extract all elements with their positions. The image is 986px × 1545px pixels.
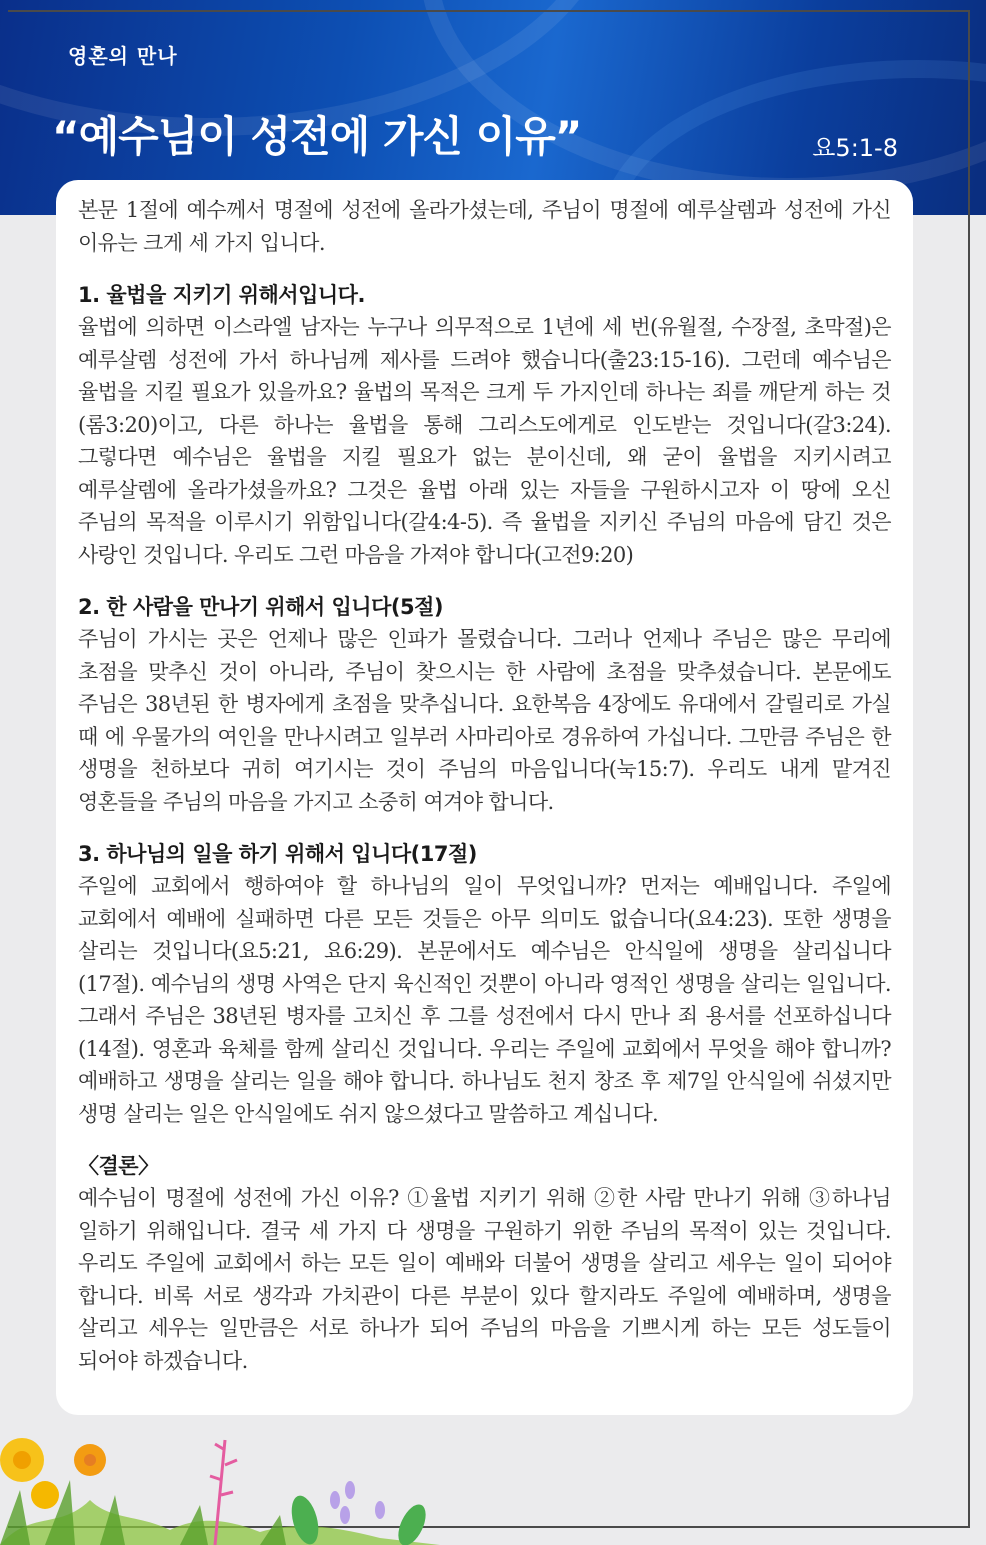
section-label: 영혼의 만나 xyxy=(68,44,178,68)
point-body: 주님이 가시는 곳은 언제나 많은 인파가 몰렸습니다. 그러나 언제나 주님은 많은 무리에 초점을 맞추신 것이 아니라, 주님이 찾으시는 한 사람에 초점을 맞추셨습니다. 본문에도 주님은 38년된 한 병자에게 초점을 맞추십니다. 요한복음 4장에도 유대에서 갈릴리로 가실 때 에 우물가의 여인을 만나시려고 일부러 사마리아로 경유하여 가십니다. 그만큼 주님은 한 생명을 천하보다 귀히 여기시는 것이 주님의 마음입니다(눅15:7). 우리도 내게 맡겨진 영혼들을 주님의 마음을 가지고 소중히 여겨야 합니다. xyxy=(78,627,891,814)
conclusion-heading: 〈결론〉 xyxy=(78,1154,159,1178)
purple-flower-icon xyxy=(330,1481,385,1524)
orange-flower-icon xyxy=(74,1444,106,1476)
sermon-title: “예수님이 성전에 가신 이유” xyxy=(52,112,582,161)
point-section xyxy=(78,279,891,571)
intro-paragraph: 본문 1절에 예수께서 명절에 성전에 올라가셨는데, 주님이 명절에 예루살렘과 성전에 가신 이유는 크게 세 가지 입니다. xyxy=(78,198,891,255)
point-body: 율법에 의하면 이스라엘 남자는 누구나 의무적으로 1년에 세 번(유월절, 수장절, 초막절)은 예루살렘 성전에 가서 하나님께 제사를 드려야 했습니다(출23:15-16). 그런데 예수님은 율법을 지킬 필요가 있을까요? 율법의 목적은 크게 두 가지인데 하나는 죄를 깨닫게 하는 것(롬3:20)이고, 다른 하나는 율법을 통해 그리스도에게로 인도받는 것입니다(갈3:24). 그렇다면 예수님은 율법을 지킬 필요가 없는 분이신데, 왜 굳이 율법을 지키시려고 예루살렘에 올라가셨을까요? 그것은 율법 아래 있는 자들을 구원하시고자 이 땅에 오신 주님의 목적을 이루시기 위함입니다(갈4:4-5). 즉 율법을 지키신 주님의 마음에 담긴 것은 사랑인 것입니다. 우리도 그런 마음을 가져야 합니다(고전9:20) xyxy=(78,315,891,567)
point-heading: 1. 율법을 지키기 위해서입니다. xyxy=(78,283,365,307)
content-card xyxy=(56,180,913,1415)
point-heading: 2. 한 사람을 만나기 위해서 입니다(5절) xyxy=(78,595,443,619)
point-body: 주일에 교회에서 행하여야 할 하나님의 일이 무엇입니까? 먼저는 예배입니다. 주일에 교회에서 예배에 실패하면 다른 모든 것들은 아무 의미도 없습니다(요4:23). 또한 생명을 살리는 것입니다(요5:21, 요6:29). 본문에서도 예수님은 안식일에 생명을 살리십니다(17절). 예수님의 생명 사역은 단지 육신적인 것뿐이 아니라 영적인 생명을 살리는 일입니다. 그래서 주님은 38년된 병자를 고치신 후 그를 성전에서 다시 만나 죄 용서를 선포하십니다(14절). 영혼과 육체를 함께 살리신 것입니다. 우리는 주일에 교회에서 무엇을 해야 합니까? 예배하고 생명을 살리는 일을 해야 합니다. 하나님도 천지 창조 후 제7일 안식일에 쉬셨지만 생명 살리는 일은 안식일에도 쉬지 않으셨다고 말씀하고 계십니다. xyxy=(78,874,891,1126)
yellow-flower-icon xyxy=(0,1438,59,1509)
conclusion-body: 예수님이 명절에 성전에 가신 이유? ①율법 지키기 위해 ②한 사람 만나기 위해 ③하나님 일하기 위해입니다. 결국 세 가지 다 생명을 구원하기 위한 주님의 목적이 있는 것입니다. 우리도 주일에 교회에서 하는 모든 일이 예배와 더불어 생명을 살리고 세우는 일이 되어야 합니다. 비록 서로 생각과 가치관이 다른 부분이 있다 할지라도 주일에 예배하며, 생명을 살리고 세우는 일만큼은 서로 하나가 되어 주님의 마음을 기쁘시게 하는 모든 성도들이 되어야 하겠습니다. xyxy=(78,1186,891,1373)
point-section xyxy=(78,591,891,818)
point-section xyxy=(78,838,891,1130)
point-heading: 3. 하나님의 일을 하기 위해서 입니다(17절) xyxy=(78,842,477,866)
flowers-illustration xyxy=(0,1420,440,1545)
scripture-reference: 요5:1-8 xyxy=(812,134,898,162)
conclusion-section xyxy=(78,1150,891,1377)
